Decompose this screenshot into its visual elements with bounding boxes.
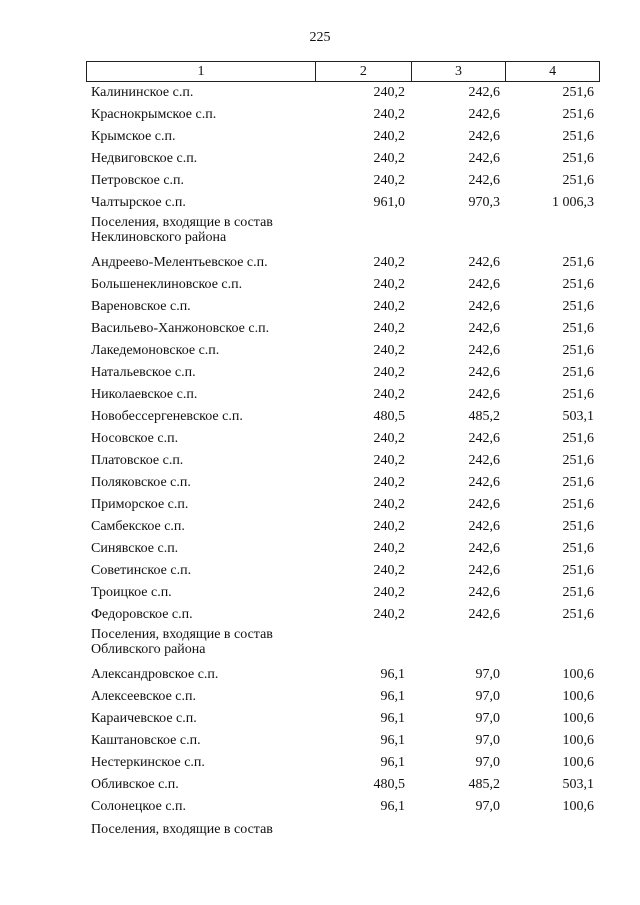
value-col-4: 100,6 — [562, 667, 594, 682]
settlement-name: Калининское с.п. — [91, 85, 194, 100]
value-col-2: 240,2 — [373, 519, 405, 534]
table-row — [86, 686, 600, 708]
data-table — [86, 61, 600, 840]
value-col-4: 251,6 — [562, 519, 594, 534]
table-row — [86, 560, 600, 582]
settlement-name: Нестеркинское с.п. — [91, 755, 205, 770]
settlement-name: Обливское с.п. — [91, 777, 179, 792]
group-title — [86, 214, 600, 252]
value-col-3: 242,6 — [468, 299, 500, 314]
group-title-line: Поселения, входящие в состав — [91, 627, 273, 642]
table-row — [86, 82, 600, 104]
value-col-2: 96,1 — [380, 799, 405, 814]
value-col-4: 251,6 — [562, 365, 594, 380]
value-col-3: 242,6 — [468, 129, 500, 144]
value-col-2: 240,2 — [373, 151, 405, 166]
value-col-2: 96,1 — [380, 755, 405, 770]
column-header: 2 — [315, 62, 411, 81]
value-col-3: 242,6 — [468, 453, 500, 468]
value-col-2: 240,2 — [373, 431, 405, 446]
value-col-2: 240,2 — [373, 173, 405, 188]
table-row — [86, 472, 600, 494]
settlement-name: Федоровское с.п. — [91, 607, 193, 622]
value-col-2: 96,1 — [380, 689, 405, 704]
value-col-2: 240,2 — [373, 85, 405, 100]
table-row — [86, 406, 600, 428]
table-row — [86, 582, 600, 604]
value-col-3: 242,6 — [468, 541, 500, 556]
value-col-4: 503,1 — [562, 409, 594, 424]
table-row — [86, 516, 600, 538]
settlement-name: Александровское с.п. — [91, 667, 219, 682]
table-row — [86, 104, 600, 126]
value-col-2: 961,0 — [373, 195, 405, 210]
value-col-3: 97,0 — [475, 711, 500, 726]
value-col-2: 240,2 — [373, 299, 405, 314]
value-col-3: 242,6 — [468, 85, 500, 100]
value-col-4: 251,6 — [562, 277, 594, 292]
value-col-4: 1 006,3 — [552, 195, 594, 210]
value-col-2: 96,1 — [380, 711, 405, 726]
settlement-name: Крымское с.п. — [91, 129, 176, 144]
table-row — [86, 774, 600, 796]
value-col-2: 240,2 — [373, 585, 405, 600]
value-col-4: 251,6 — [562, 343, 594, 358]
value-col-4: 100,6 — [562, 733, 594, 748]
table-row — [86, 752, 600, 774]
value-col-4: 251,6 — [562, 173, 594, 188]
settlement-name: Носовское с.п. — [91, 431, 179, 446]
table-row — [86, 170, 600, 192]
value-col-4: 251,6 — [562, 497, 594, 512]
value-col-4: 251,6 — [562, 107, 594, 122]
settlement-name: Новобессергеневское с.п. — [91, 409, 243, 424]
table-row — [86, 664, 600, 686]
settlement-name: Поляковское с.п. — [91, 475, 191, 490]
value-col-4: 100,6 — [562, 799, 594, 814]
value-col-3: 242,6 — [468, 173, 500, 188]
value-col-3: 242,6 — [468, 277, 500, 292]
value-col-2: 96,1 — [380, 733, 405, 748]
table-row — [86, 538, 600, 560]
value-col-3: 242,6 — [468, 255, 500, 270]
table-row — [86, 192, 600, 214]
table-row — [86, 604, 600, 626]
settlement-name: Караичевское с.п. — [91, 711, 197, 726]
value-col-2: 240,2 — [373, 343, 405, 358]
settlement-name: Андреево-Мелентьевское с.п. — [91, 255, 268, 270]
value-col-2: 480,5 — [373, 409, 405, 424]
value-col-4: 100,6 — [562, 755, 594, 770]
settlement-name: Советинское с.п. — [91, 563, 192, 578]
table-row — [86, 252, 600, 274]
value-col-4: 251,6 — [562, 453, 594, 468]
value-col-3: 242,6 — [468, 107, 500, 122]
value-col-4: 503,1 — [562, 777, 594, 792]
value-col-2: 240,2 — [373, 453, 405, 468]
value-col-3: 485,2 — [468, 409, 500, 424]
settlement-name: Васильево-Ханжоновское с.п. — [91, 321, 270, 336]
value-col-4: 251,6 — [562, 151, 594, 166]
settlement-name: Чалтырское с.п. — [91, 195, 186, 210]
value-col-4: 251,6 — [562, 541, 594, 556]
group-title-line: Обливского района — [91, 642, 206, 657]
value-col-4: 251,6 — [562, 431, 594, 446]
value-col-2: 240,2 — [373, 497, 405, 512]
value-col-2: 240,2 — [373, 107, 405, 122]
settlement-name: Алексеевское с.п. — [91, 689, 196, 704]
table-row — [86, 494, 600, 516]
value-col-3: 485,2 — [468, 777, 500, 792]
value-col-3: 97,0 — [475, 733, 500, 748]
settlement-name: Синявское с.п. — [91, 541, 179, 556]
value-col-2: 240,2 — [373, 365, 405, 380]
settlement-name: Лакедемоновское с.п. — [91, 343, 220, 358]
value-col-4: 251,6 — [562, 607, 594, 622]
value-col-4: 100,6 — [562, 711, 594, 726]
group-title-line: Неклиновского района — [91, 230, 227, 245]
group-title — [86, 818, 600, 840]
settlement-name: Краснокрымское с.п. — [91, 107, 217, 122]
value-col-2: 240,2 — [373, 277, 405, 292]
value-col-3: 242,6 — [468, 431, 500, 446]
value-col-3: 242,6 — [468, 607, 500, 622]
value-col-3: 97,0 — [475, 667, 500, 682]
value-col-3: 242,6 — [468, 387, 500, 402]
value-col-2: 240,2 — [373, 563, 405, 578]
value-col-3: 242,6 — [468, 321, 500, 336]
value-col-3: 97,0 — [475, 799, 500, 814]
value-col-3: 242,6 — [468, 343, 500, 358]
settlement-name: Самбекское с.п. — [91, 519, 185, 534]
settlement-name: Солонецкое с.п. — [91, 799, 187, 814]
value-col-3: 242,6 — [468, 563, 500, 578]
value-col-4: 251,6 — [562, 255, 594, 270]
table-row — [86, 274, 600, 296]
value-col-4: 251,6 — [562, 129, 594, 144]
value-col-3: 242,6 — [468, 519, 500, 534]
table-row — [86, 126, 600, 148]
table-row — [86, 148, 600, 170]
table-row — [86, 450, 600, 472]
value-col-2: 240,2 — [373, 607, 405, 622]
table-row — [86, 318, 600, 340]
value-col-4: 251,6 — [562, 85, 594, 100]
value-col-3: 242,6 — [468, 585, 500, 600]
settlement-name: Приморское с.п. — [91, 497, 189, 512]
settlement-name: Петровское с.п. — [91, 173, 185, 188]
column-header: 4 — [505, 62, 599, 81]
group-title-line: Поселения, входящие в состав — [91, 822, 273, 837]
settlement-name: Натальевское с.п. — [91, 365, 196, 380]
value-col-3: 970,3 — [468, 195, 500, 210]
value-col-4: 251,6 — [562, 475, 594, 490]
table-row — [86, 362, 600, 384]
value-col-3: 97,0 — [475, 689, 500, 704]
group-title-line: Поселения, входящие в состав — [91, 215, 273, 230]
value-col-2: 480,5 — [373, 777, 405, 792]
value-col-3: 242,6 — [468, 151, 500, 166]
table-header — [86, 61, 600, 82]
value-col-2: 240,2 — [373, 387, 405, 402]
value-col-4: 251,6 — [562, 585, 594, 600]
settlement-name: Большенеклиновское с.п. — [91, 277, 243, 292]
table-row — [86, 708, 600, 730]
value-col-4: 251,6 — [562, 387, 594, 402]
value-col-4: 251,6 — [562, 321, 594, 336]
value-col-2: 96,1 — [380, 667, 405, 682]
column-header: 1 — [197, 64, 205, 79]
value-col-2: 240,2 — [373, 321, 405, 336]
table-row — [86, 296, 600, 318]
value-col-2: 240,2 — [373, 541, 405, 556]
value-col-4: 251,6 — [562, 299, 594, 314]
value-col-2: 240,2 — [373, 129, 405, 144]
settlement-name: Вареновское с.п. — [91, 299, 191, 314]
table-row — [86, 340, 600, 362]
column-header: 3 — [411, 62, 506, 81]
settlement-name: Каштановское с.п. — [91, 733, 201, 748]
value-col-2: 240,2 — [373, 255, 405, 270]
group-title — [86, 626, 600, 664]
settlement-name: Платовское с.п. — [91, 453, 184, 468]
value-col-2: 240,2 — [373, 475, 405, 490]
table-body — [86, 82, 600, 840]
page-number: 225 — [309, 30, 331, 45]
settlement-name: Николаевское с.п. — [91, 387, 198, 402]
value-col-3: 242,6 — [468, 497, 500, 512]
value-col-3: 242,6 — [468, 365, 500, 380]
table-row — [86, 730, 600, 752]
table-row — [86, 428, 600, 450]
settlement-name: Недвиговское с.п. — [91, 151, 198, 166]
table-row — [86, 384, 600, 406]
value-col-4: 251,6 — [562, 563, 594, 578]
table-row — [86, 796, 600, 818]
value-col-3: 242,6 — [468, 475, 500, 490]
value-col-3: 97,0 — [475, 755, 500, 770]
settlement-name: Троицкое с.п. — [91, 585, 172, 600]
value-col-4: 100,6 — [562, 689, 594, 704]
